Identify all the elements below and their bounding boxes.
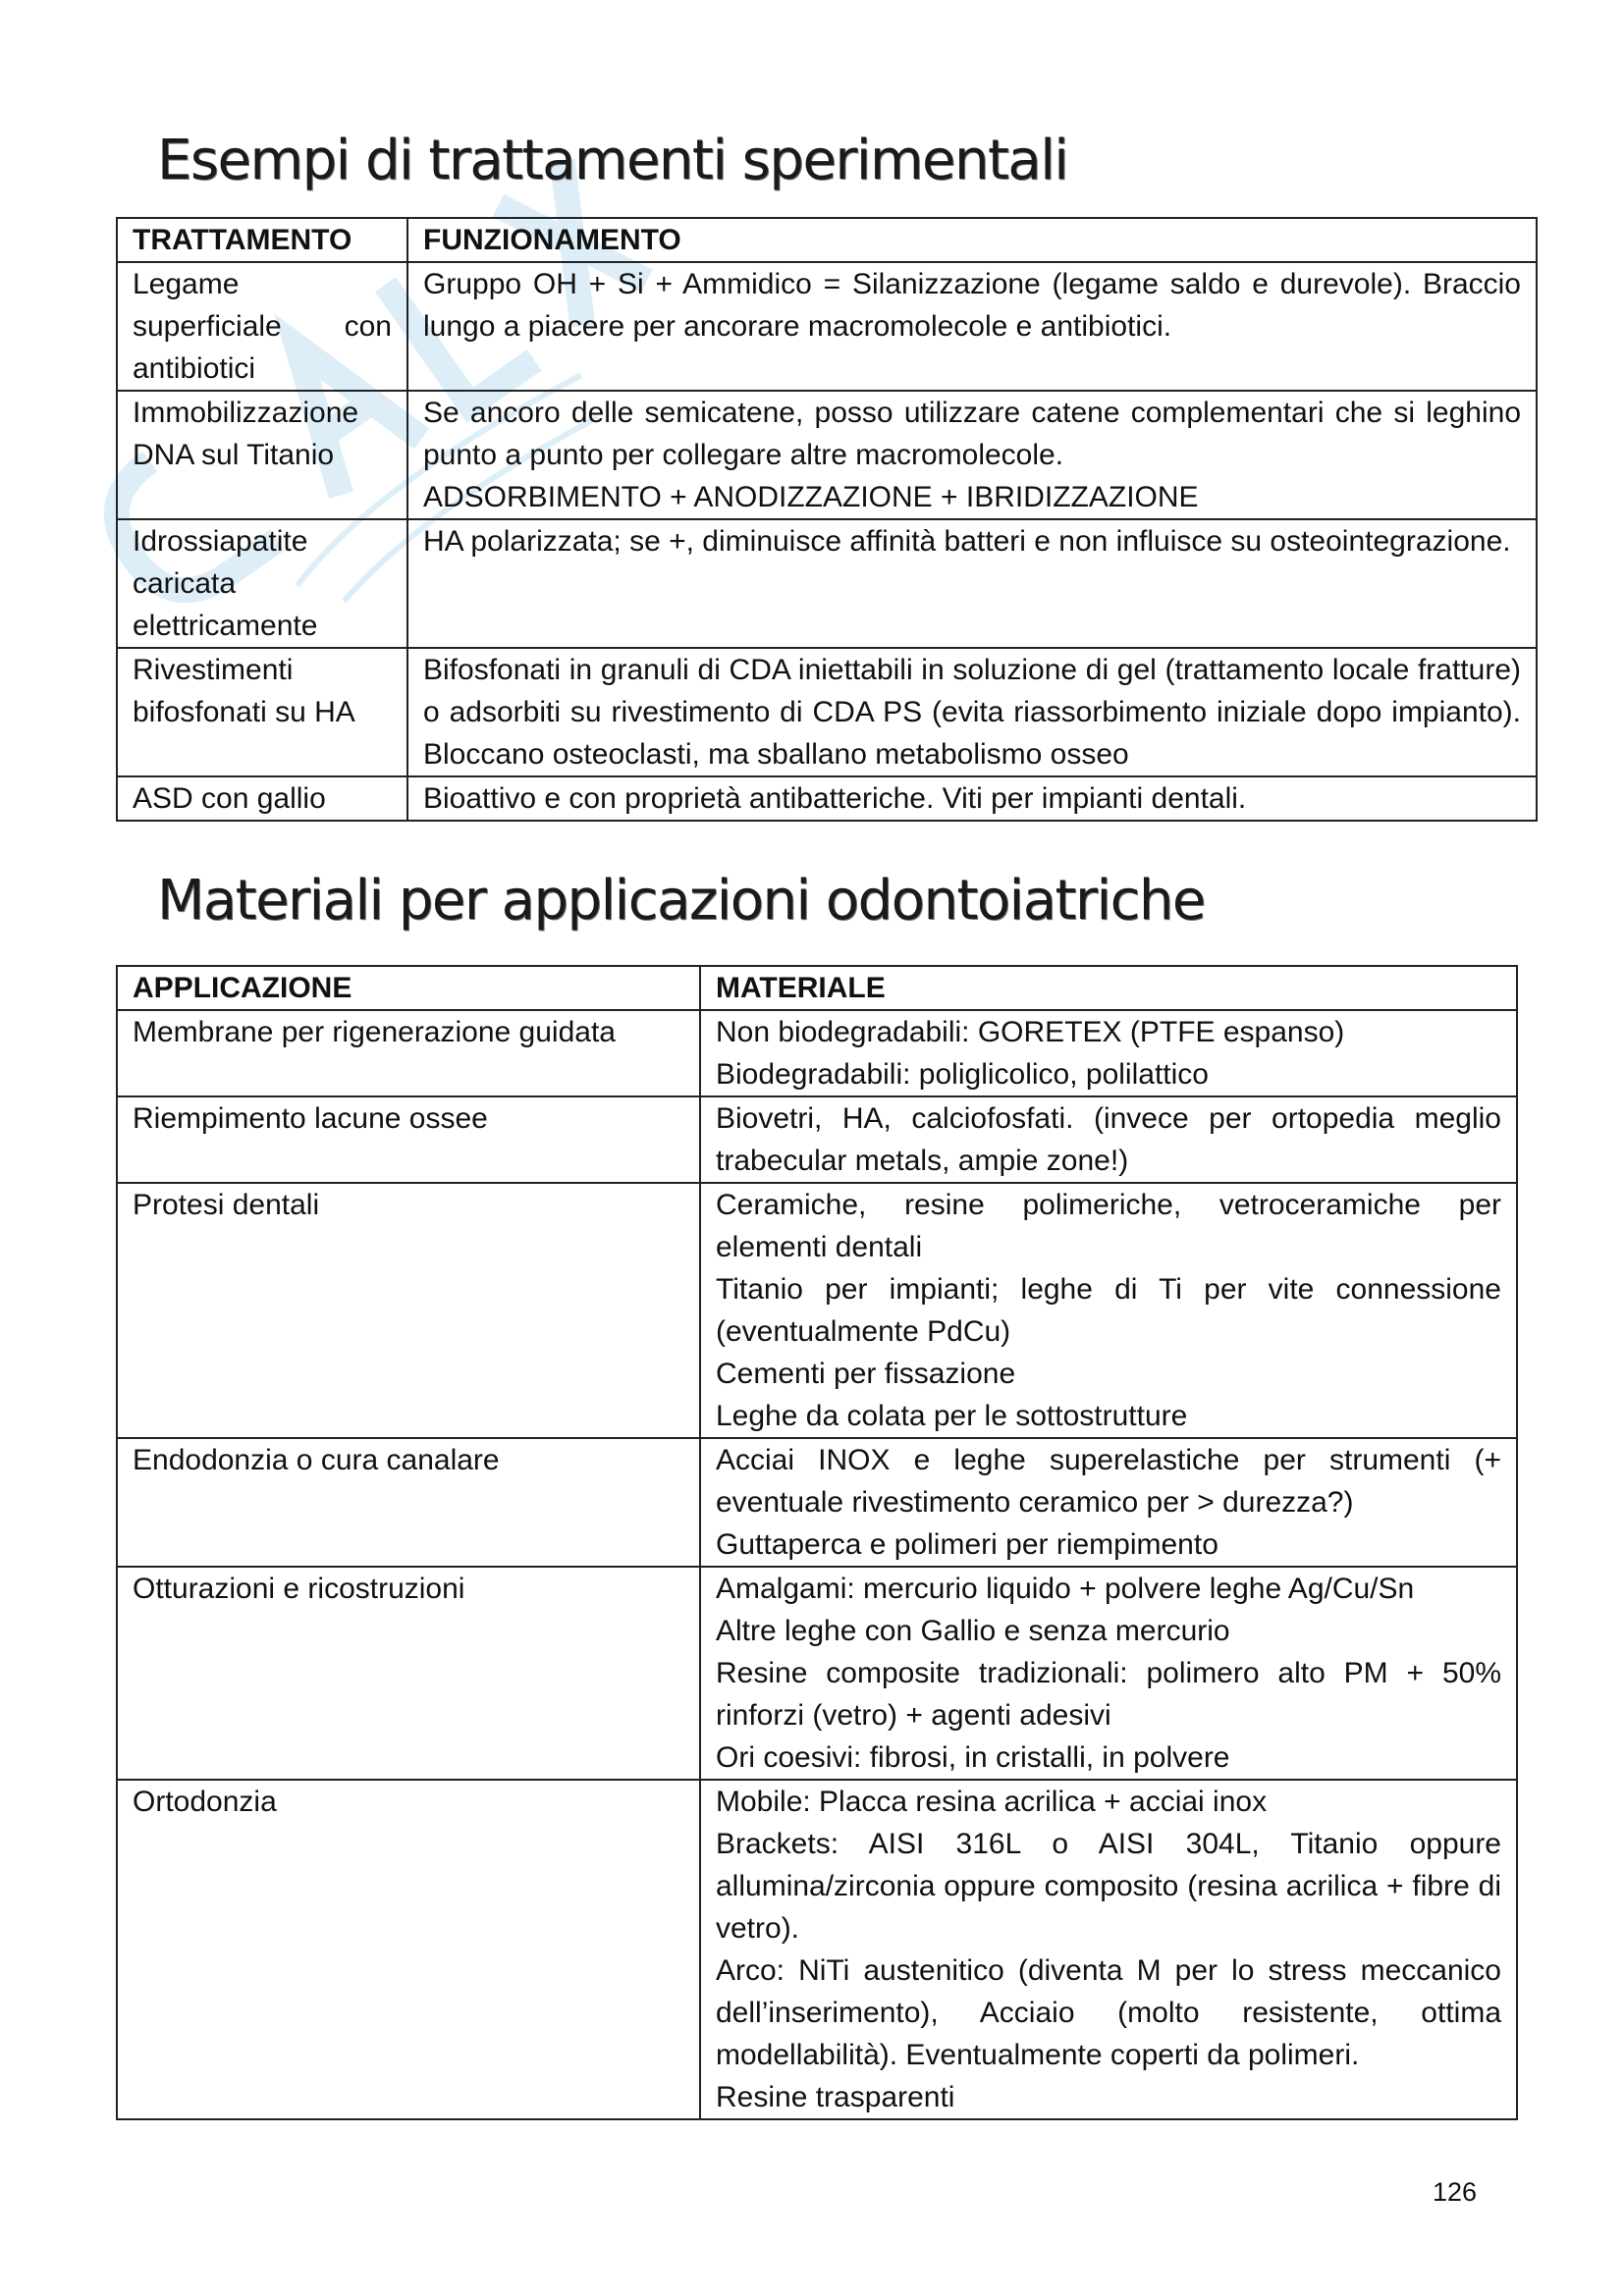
material-line: Resine trasparenti: [716, 2081, 955, 2113]
treatment-cell: Rivestimenti bifosfonati su HA: [117, 648, 407, 776]
table-row: [117, 519, 1537, 648]
material-cell: [700, 1438, 1517, 1567]
material-line: Cementi per fissazione: [716, 1358, 1016, 1390]
table-row: [117, 262, 1537, 391]
material-line: Non biodegradabili: GORETEX (PTFE espanso): [716, 1016, 1345, 1048]
treatment-cell: ASD con gallio: [117, 776, 407, 821]
table-header-row: [117, 218, 1537, 262]
header-function: FUNZIONAMENTO: [407, 218, 1537, 262]
material-line: Guttaperca e polimeri per riempimento: [716, 1528, 1218, 1561]
function-cell: [407, 391, 1537, 519]
function-cell: [407, 519, 1537, 648]
material-line: Altre leghe con Gallio e senza mercurio: [716, 1615, 1230, 1647]
table-row: [117, 1567, 1517, 1780]
header-treatment: TRATTAMENTO: [117, 218, 407, 262]
material-line: Ori coesivi: fibrosi, in cristalli, in polvere: [716, 1741, 1230, 1774]
section-title-dental-materials: Materiali per applicazioni odontoiatriche: [157, 869, 1205, 933]
table-row: [117, 648, 1537, 776]
table-row: [117, 1010, 1517, 1096]
material-line: Ceramiche, resine polimeriche, vetroceramiche per elementi dentali: [716, 1189, 1501, 1263]
function-line: Gruppo OH + Si + Ammidico = Silanizzazione (legame saldo e durevole). Braccio lungo a piacere per ancorare macromolecole e antibiotici.: [423, 268, 1521, 343]
treatment-cell: Legame superficiale con antibiotici: [117, 262, 407, 391]
function-line: ADSORBIMENTO + ANODIZZAZIONE + IBRIDIZZAZIONE: [423, 481, 1199, 513]
material-line: Arco: NiTi austenitico (diventa M per lo stress meccanico dell’inserimento), Acciaio (molto resistente, ottima modellabilità). Eventualmente coperti da polimeri.: [716, 1954, 1501, 2071]
material-line: Brackets: AISI 316L o AISI 304L, Titanio oppure allumina/zirconia oppure composito (resina acrilica + fibre di vetro).: [716, 1828, 1501, 1945]
material-line: Mobile: Placca resina acrilica + acciai inox: [716, 1786, 1268, 1818]
table-row: [117, 776, 1537, 821]
material-line: Titanio per impianti; leghe di Ti per vite connessione (eventualmente PdCu): [716, 1273, 1501, 1348]
material-cell: [700, 1010, 1517, 1096]
function-cell: [407, 262, 1537, 391]
function-line: HA polarizzata; se +, diminuisce affinità batteri e non influisce su osteointegrazione.: [423, 525, 1511, 558]
application-cell: Endodonzia o cura canalare: [117, 1438, 700, 1567]
material-line: Biovetri, HA, calciofosfati. (invece per ortopedia meglio trabecular metals, ampie zone!): [716, 1102, 1501, 1177]
material-line: Resine composite tradizionali: polimero alto PM + 50% rinforzi (vetro) + agenti adesivi: [716, 1657, 1501, 1732]
page-number: 126: [1432, 2177, 1477, 2207]
function-line: Bioattivo e con proprietà antibatteriche. Viti per impianti dentali.: [423, 782, 1247, 815]
application-cell: Ortodonzia: [117, 1780, 700, 2119]
table-row: [117, 1183, 1517, 1438]
material-line: Acciai INOX e leghe superelastiche per strumenti (+ eventuale rivestimento ceramico per > durezza?): [716, 1444, 1501, 1519]
table-row: [117, 391, 1537, 519]
section-title-treatments: Esempi di trattamenti sperimentali: [157, 129, 1068, 192]
function-line: Se ancoro delle semicatene, posso utilizzare catene complementari che si leghino punto a punto per collegare altre macromolecole.: [423, 397, 1521, 471]
material-line: Leghe da colata per le sottostrutture: [716, 1400, 1188, 1432]
material-cell: [700, 1183, 1517, 1438]
material-cell: [700, 1096, 1517, 1183]
application-cell: Protesi dentali: [117, 1183, 700, 1438]
treatment-cell: Immobilizzazione DNA sul Titanio: [117, 391, 407, 519]
dental-materials-table: [116, 965, 1518, 2120]
application-cell: Otturazioni e ricostruzioni: [117, 1567, 700, 1780]
application-cell: Riempimento lacune ossee: [117, 1096, 700, 1183]
treatments-table: [116, 217, 1538, 822]
header-application: APPLICAZIONE: [117, 966, 700, 1010]
function-line: Bifosfonati in granuli di CDA iniettabili in soluzione di gel (trattamento locale fratture) o adsorbiti su rivestimento di CDA PS (evita riassorbimento iniziale dopo impianto). Bloccano osteoclasti, ma sballano metabolismo osseo: [423, 654, 1521, 771]
application-cell: Membrane per rigenerazione guidata: [117, 1010, 700, 1096]
table-row: [117, 1780, 1517, 2119]
function-cell: [407, 648, 1537, 776]
table-header-row: [117, 966, 1517, 1010]
table-row: [117, 1096, 1517, 1183]
header-material: MATERIALE: [700, 966, 1517, 1010]
table-row: [117, 1438, 1517, 1567]
material-line: Biodegradabili: poliglicolico, polilattico: [716, 1058, 1209, 1091]
material-cell: [700, 1780, 1517, 2119]
material-cell: [700, 1567, 1517, 1780]
treatment-cell: Idrossiapatite caricata elettricamente: [117, 519, 407, 648]
material-line: Amalgami: mercurio liquido + polvere leghe Ag/Cu/Sn: [716, 1573, 1415, 1605]
function-cell: [407, 776, 1537, 821]
